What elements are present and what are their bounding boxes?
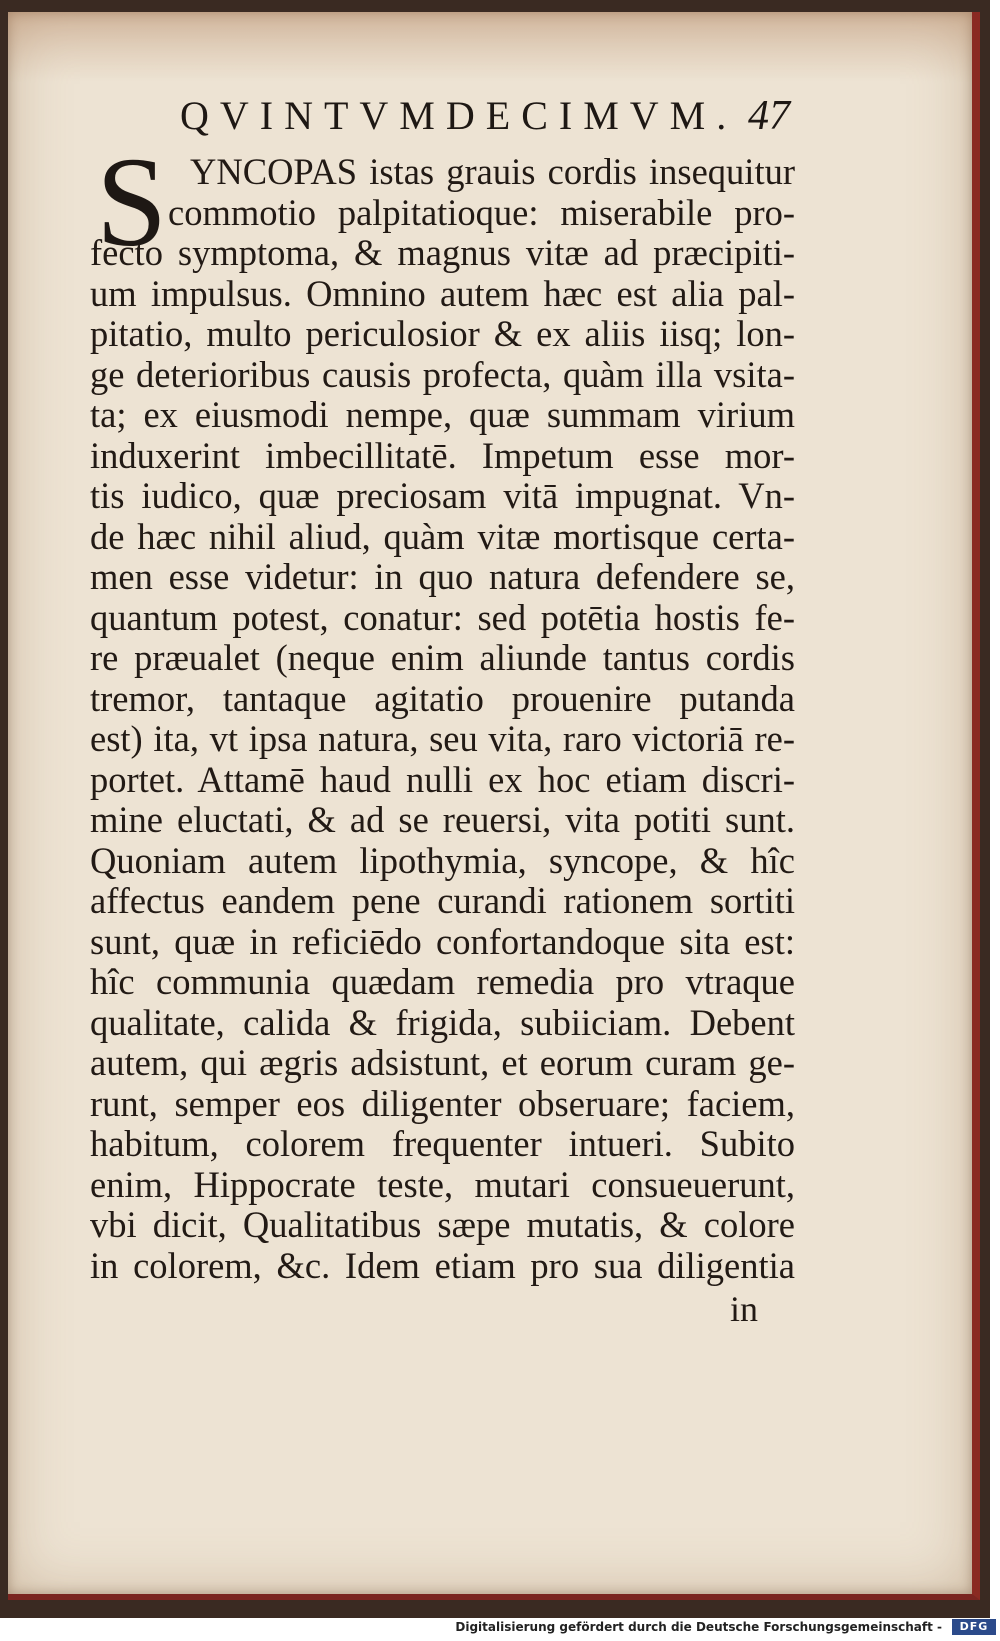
text-line: ta; ex eiusmodi nempe, quæ summam virium bbox=[90, 394, 795, 435]
text-line: quantum potest, conatur: sed potētia hostis fe- bbox=[90, 596, 795, 638]
text-line: mine eluctati, & ad se reuersi, vita potiti sunt. bbox=[90, 799, 795, 840]
running-head-title: QVINTVMDECIMVM. bbox=[180, 93, 738, 138]
text-line: in colorem, &c. Idem etiam pro sua diligentia bbox=[90, 1244, 795, 1286]
body-text bbox=[90, 152, 795, 1286]
text-line: est) ita, vt ipsa natura, seu vita, raro victoriā re- bbox=[90, 718, 795, 759]
text-line: vbi dicit, Qualitatibus sæpe mutatis, & colore bbox=[90, 1204, 795, 1245]
dfg-logo[interactable]: DFG bbox=[952, 1619, 996, 1635]
page-number: 47 bbox=[748, 93, 790, 139]
text-line: commotio palpitatioque: miserabile pro- bbox=[168, 191, 795, 233]
running-head bbox=[180, 92, 790, 152]
text-line: induxerint imbecillitatē. Impetum esse mor- bbox=[90, 434, 795, 476]
text-line: autem, qui ægris adsistunt, et eorum curam ge- bbox=[90, 1042, 795, 1083]
text-line: sunt, quæ in reficiēdo confortandoque sita est: bbox=[90, 920, 795, 962]
text-line: qualitate, calida & frigida, subiiciam. Debent bbox=[90, 1001, 795, 1043]
text-line: pitatio, multo periculosior & ex aliis iisq; lon- bbox=[90, 313, 795, 354]
text-line: habitum, colorem frequenter intueri. Subito bbox=[90, 1123, 795, 1164]
drop-cap-initial: S bbox=[96, 131, 168, 273]
text-line: enim, Hippocrate teste, mutari consueuerunt, bbox=[90, 1163, 795, 1205]
text-line: de hæc nihil aliud, quàm vitæ mortisque certa- bbox=[90, 515, 795, 557]
text-line: ge deterioribus causis profecta, quàm illa vsita- bbox=[90, 353, 795, 395]
text-line: tis iudico, quæ preciosam vitā impugnat. Vn- bbox=[90, 475, 795, 516]
catchword: in bbox=[730, 1289, 759, 1329]
text-line: portet. Attamē haud nulli ex hoc etiam discri- bbox=[90, 758, 795, 800]
text-line: YNCOPAS istas grauis cordis insequitur bbox=[190, 151, 795, 192]
text-line: affectus eandem pene curandi rationem sortiti bbox=[90, 880, 795, 921]
text-line: hîc communia quædam remedia pro vtraque bbox=[90, 961, 795, 1002]
text-line: fecto symptoma, & magnus vitæ ad præcipiti- bbox=[90, 232, 795, 273]
text-line: re præualet (neque enim aliunde tantus cordis bbox=[90, 637, 795, 678]
text-line: tremor, tantaque agitatio prouenire putanda bbox=[90, 677, 795, 719]
text-line: um impulsus. Omnino autem hæc est alia pal- bbox=[90, 272, 795, 314]
text-line: men esse videtur: in quo natura defendere se, bbox=[90, 556, 795, 597]
digitization-credit: Digitalisierung gefördert durch die Deutsche Forschungsgemeinschaft - bbox=[455, 1620, 942, 1634]
text-line: Quoniam autem lipothymia, syncope, & hîc bbox=[90, 839, 795, 881]
text-line: runt, semper eos diligenter obseruare; faciem, bbox=[90, 1082, 795, 1124]
